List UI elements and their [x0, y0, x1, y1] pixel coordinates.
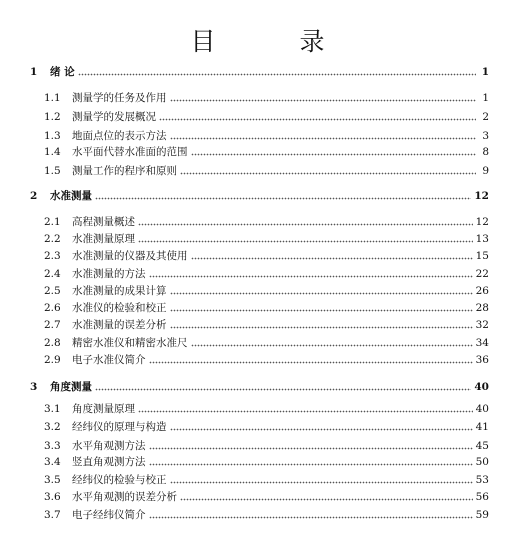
entry-title: 测量工作的程序和原则	[72, 165, 177, 177]
entry-page-number: 3	[482, 130, 489, 142]
toc-section-row[interactable]	[44, 128, 489, 144]
entry-number: 2.3	[44, 250, 61, 262]
entry-title: 电子经纬仪简介	[72, 509, 146, 521]
dot-leader	[159, 109, 476, 125]
entry-number: 2.9	[44, 354, 61, 366]
entry-number: 2.4	[44, 268, 61, 280]
dot-leader	[149, 438, 473, 454]
toc-section-row[interactable]	[44, 266, 489, 282]
entry-title: 水准测量	[50, 190, 92, 202]
entry-number: 2.7	[44, 319, 61, 331]
entry-title: 绪 论	[50, 66, 75, 78]
entry-title: 测量学的任务及作用	[72, 92, 167, 104]
entry-page-number: 59	[475, 509, 489, 521]
entry-number: 3.1	[44, 403, 61, 415]
toc-section-row[interactable]	[44, 317, 489, 333]
entry-page-number: 12	[475, 216, 489, 228]
entry-page-number: 34	[475, 337, 489, 349]
entry-title: 精密水准仪和精密水准尺	[72, 337, 188, 349]
entry-title: 水准测量的成果计算	[72, 285, 167, 297]
dot-leader	[170, 472, 473, 488]
toc-section-row[interactable]	[44, 109, 489, 125]
entry-number: 3.6	[44, 491, 61, 503]
toc-section-row[interactable]	[44, 231, 489, 247]
entry-page-number: 40	[475, 403, 489, 415]
entry-number: 3	[30, 381, 38, 393]
dot-leader	[170, 128, 477, 144]
entry-number: 1.4	[44, 146, 61, 158]
entry-number: 3.3	[44, 440, 61, 452]
entry-number: 3.4	[44, 456, 61, 468]
entry-title: 角度测量	[50, 381, 92, 393]
entry-number: 1.2	[44, 111, 61, 123]
toc-section-row[interactable]	[44, 419, 489, 435]
entry-page-number: 1	[481, 66, 489, 78]
toc-section-row[interactable]	[44, 144, 489, 160]
entry-number: 2.8	[44, 337, 61, 349]
dot-leader	[170, 300, 473, 316]
dot-leader	[191, 144, 477, 160]
entry-number: 1.3	[44, 130, 61, 142]
entry-page-number: 36	[475, 354, 489, 366]
entry-title: 地面点位的表示方法	[72, 130, 167, 142]
toc-section-row[interactable]	[44, 214, 489, 230]
entry-page-number: 32	[475, 319, 489, 331]
entry-number: 2.2	[44, 233, 61, 245]
entry-page-number: 50	[475, 456, 489, 468]
dot-leader	[138, 214, 473, 230]
dot-leader	[170, 90, 477, 106]
dot-leader	[149, 454, 473, 470]
toc-section-row[interactable]	[44, 352, 489, 368]
toc-chapter-row[interactable]	[30, 64, 489, 80]
entry-title: 水准测量的误差分析	[72, 319, 167, 331]
entry-title: 角度测量原理	[72, 403, 135, 415]
dot-leader	[180, 489, 473, 505]
toc-section-row[interactable]	[44, 489, 489, 505]
toc-section-row[interactable]	[44, 438, 489, 454]
dot-leader	[138, 231, 473, 247]
dot-leader	[138, 401, 473, 417]
dot-leader	[95, 188, 471, 204]
entry-page-number: 15	[475, 250, 489, 262]
dot-leader	[149, 352, 473, 368]
entry-page-number: 40	[474, 381, 489, 393]
entry-title: 经纬仪的检验与校正	[72, 474, 167, 486]
toc-section-row[interactable]	[44, 507, 489, 523]
toc-section-row[interactable]	[44, 163, 489, 179]
toc-section-row[interactable]	[44, 454, 489, 470]
toc-section-row[interactable]	[44, 335, 489, 351]
entry-title: 水平面代替水准面的范围	[72, 146, 188, 158]
entry-title: 电子水准仪简介	[72, 354, 146, 366]
entry-page-number: 13	[475, 233, 489, 245]
entry-title: 水准测量原理	[72, 233, 135, 245]
entry-number: 3.2	[44, 421, 61, 433]
dot-leader	[170, 419, 473, 435]
entry-page-number: 53	[475, 474, 489, 486]
dot-leader	[170, 283, 473, 299]
page-title: 目 录	[190, 27, 363, 56]
entry-page-number: 28	[475, 302, 489, 314]
dot-leader	[149, 507, 473, 523]
entry-number: 3.7	[44, 509, 61, 521]
entry-number: 1.1	[44, 92, 61, 104]
toc-chapter-row[interactable]	[30, 379, 489, 395]
entry-page-number: 1	[482, 92, 489, 104]
entry-number: 2	[30, 190, 38, 202]
entry-number: 1.5	[44, 165, 61, 177]
entry-title: 测量学的发展概况	[72, 111, 156, 123]
entry-page-number: 26	[475, 285, 489, 297]
entry-title: 竖直角观测方法	[72, 456, 146, 468]
toc-section-row[interactable]	[44, 283, 489, 299]
toc-chapter-row[interactable]	[30, 188, 489, 204]
entry-number: 1	[30, 66, 38, 78]
entry-page-number: 2	[482, 111, 489, 123]
dot-leader	[170, 317, 473, 333]
entry-title: 经纬仪的原理与构造	[72, 421, 167, 433]
entry-title: 水平角观测的误差分析	[72, 491, 177, 503]
toc-section-row[interactable]	[44, 248, 489, 264]
dot-leader	[180, 163, 476, 179]
dot-leader	[95, 379, 471, 395]
dot-leader	[191, 335, 473, 351]
entry-title: 高程测量概述	[72, 216, 135, 228]
entry-number: 3.5	[44, 474, 61, 486]
toc-section-row[interactable]	[44, 90, 489, 106]
entry-title: 水准测量的方法	[72, 268, 146, 280]
dot-leader	[78, 64, 476, 80]
entry-page-number: 45	[475, 440, 489, 452]
entry-title: 水准测量的仪器及其使用	[72, 250, 188, 262]
entry-page-number: 22	[475, 268, 489, 280]
toc-section-row[interactable]	[44, 401, 489, 417]
entry-page-number: 41	[475, 421, 489, 433]
toc-section-row[interactable]	[44, 300, 489, 316]
toc-section-row[interactable]	[44, 472, 489, 488]
dot-leader	[191, 248, 473, 264]
entry-number: 2.5	[44, 285, 61, 297]
entry-number: 2.6	[44, 302, 61, 314]
dot-leader	[149, 266, 473, 282]
entry-number: 2.1	[44, 216, 61, 228]
entry-page-number: 8	[482, 146, 489, 158]
entry-page-number: 9	[482, 165, 489, 177]
entry-title: 水平角观测方法	[72, 440, 146, 452]
entry-page-number: 12	[474, 190, 489, 202]
entry-title: 水准仪的检验和校正	[72, 302, 167, 314]
entry-page-number: 56	[475, 491, 489, 503]
